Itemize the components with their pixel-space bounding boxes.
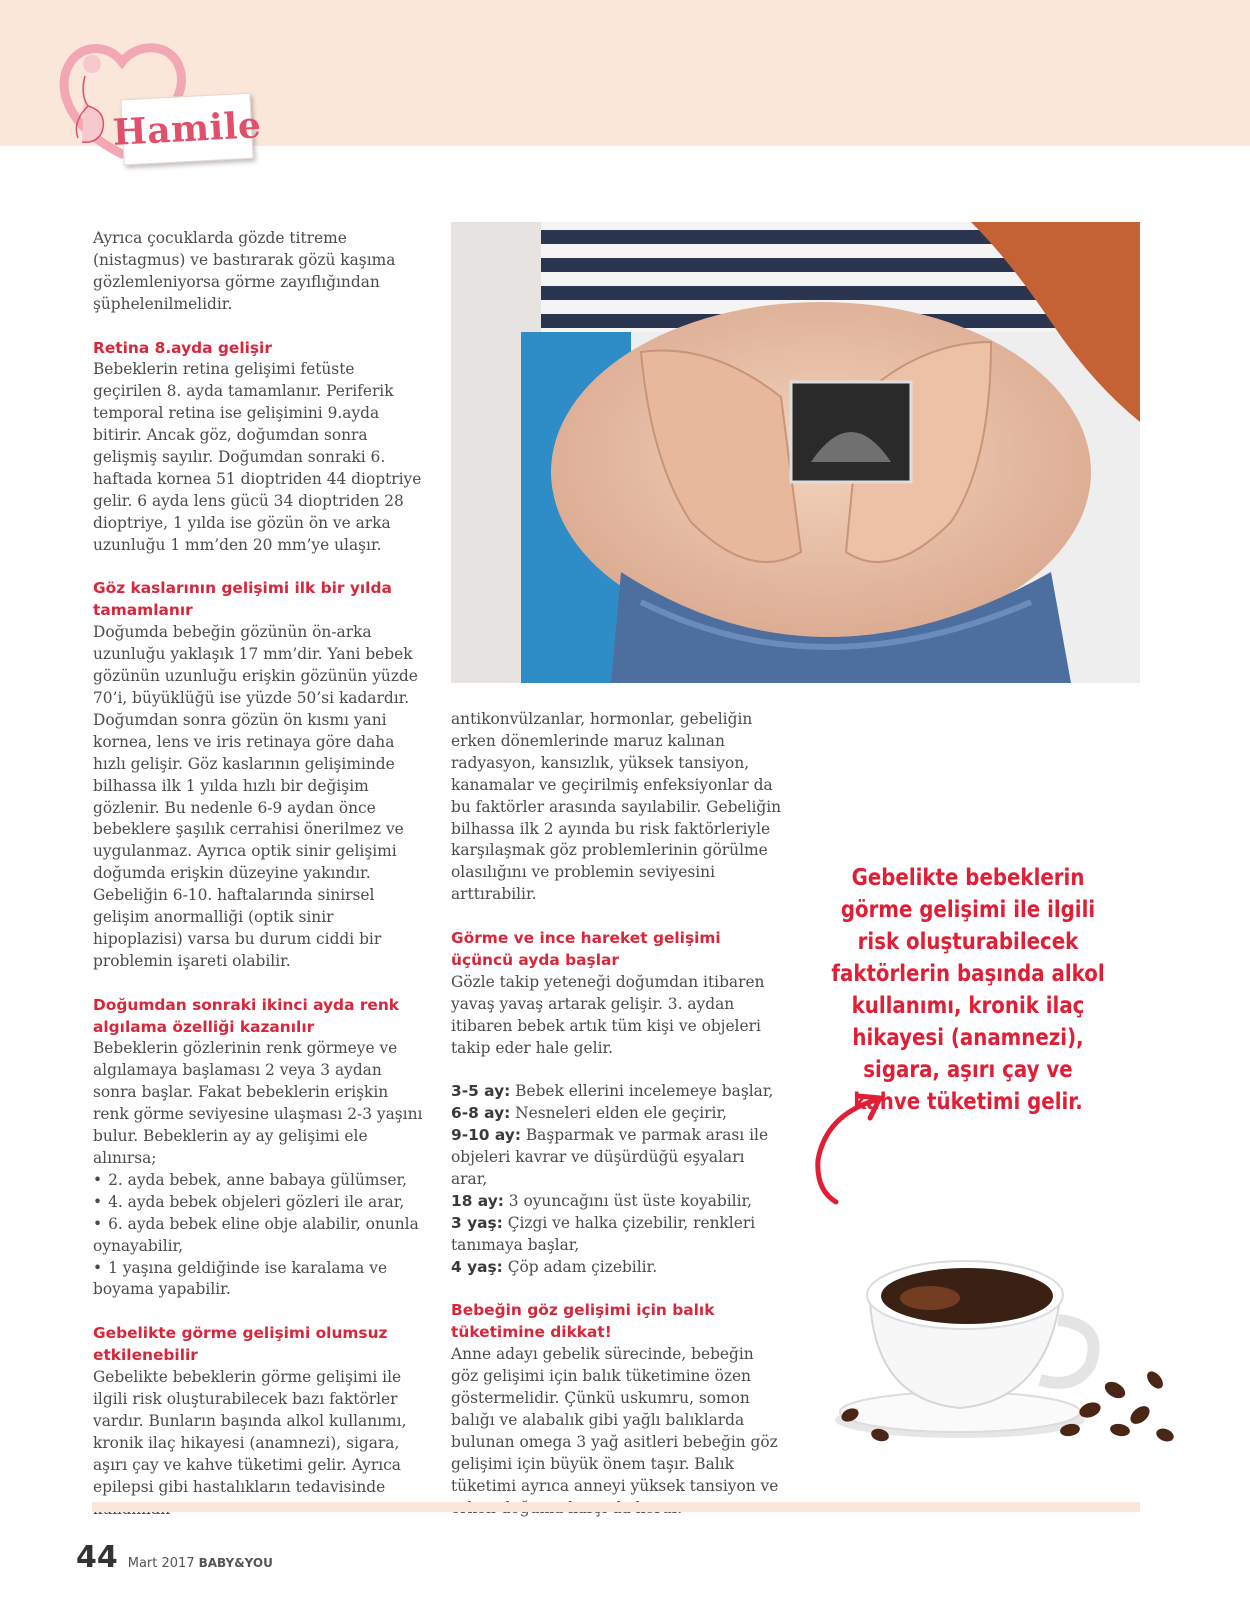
section-pregnancy-risks xyxy=(93,1323,428,1520)
milestone-item: 6-8 ay: Nesneleri elden ele geçirir, xyxy=(451,1104,728,1123)
list-item: • 4. ayda bebek objeleri gözleri ile arar, xyxy=(93,1192,428,1214)
pregnant-belly-photo xyxy=(451,222,1140,683)
milestone-item: 9-10 ay: Başparmak ve parmak arası ile objeleri kavrar ve düşürdüğü eşyaları arar, xyxy=(451,1126,769,1188)
section-title: Bebeğin göz gelişimi için balık tüketimine dikkat! xyxy=(451,1301,715,1342)
section-title: Retina 8.ayda gelişir xyxy=(93,338,272,357)
section-title: Gebelikte görme gelişimi olumsuz etkilenebilir xyxy=(93,1324,388,1365)
section-title: Görme ve ince hareket gelişimi üçüncü ayda başlar xyxy=(451,929,721,969)
section-label-card xyxy=(111,93,263,166)
pull-quote: Gebelikte bebeklerin görme gelişimi ile ilgili risk oluşturabilecek faktörlerin başında alkol kullanımı, kronik ilaç hikayesi (anamnezi), sigara, aşırı çay ve kahve tüketimi gelir. xyxy=(831,865,1105,1115)
issue-date: Mart 2017 xyxy=(127,1556,195,1571)
section-title: Doğumdan sonraki ikinci ayda renk algılama özelliği kazanılır xyxy=(93,995,400,1036)
section-eye-muscles xyxy=(93,578,428,972)
section-label: Hamile xyxy=(111,104,263,154)
section-body: Doğumda bebeğin gözünün ön-arka uzunluğu yaklaşık 17 mm’dir. Yani bebek gözünün uzunluğu erişkin gözünün yüzde 70’i, büyüklüğü ise yüzde 50’si kadardır. Doğumdan sonra gözün ön kısmı yani kornea, lens ve iris retinaya göre daha hızlı gelişir. Göz kaslarının gelişiminde bilhassa ilk 1 yılda hızlı bir değişim gözlenir. Bu nedenle 6-9 aydan önce bebeklere şaşılık cerrahisi önerilmez ve uygulanmaz. Ayrıca optik sinir gelişimi doğumda erişkin düzeyine yakındır. Gebeliğin 6-10. haftalarında sinirsel gelişim anormalliği (optik sinir hipoplazisi) varsa bu durum ciddi bir problemin işareti olabilir. xyxy=(93,623,418,970)
section-body: Gözle takip yeteneği doğumdan itibaren yavaş yavaş artarak gelişir. 3. aydan itibaren bebek artık tüm kişi ve objeleri takip eder hale gelir. xyxy=(451,972,765,1057)
continued-paragraph: antikonvülzanlar, hormonlar, gebeliğin erken dönemlerinde maruz kalınan radyasyon, kansızlık, yüksek tansiyon, kanamalar ve geçirilmiş enfeksiyonlar da bu faktörler arasında sayılabilir. Gebeliğin bilhassa ilk 2 ayında bu risk faktörleriyle karşılaşmak göz problemlerinin görülme olasılığını ve problemin seviyesini arttırabilir. xyxy=(451,710,782,904)
page-number: 44 xyxy=(76,1540,118,1575)
section-body: Bebeklerin retina gelişimi fetüste geçirilen 8. ayda tamamlanır. Periferik temporal retina ise gelişimini 9.ayda bitirir. Ancak göz, doğumdan sonra gelişmiş sayılır. Doğumdan sonraki 6. haftada kornea 51 dioptriden 44 dioptriye gelir. 6 ayda lens gücü 34 dioptriden 28 dioptriye, 1 yılda ise gözün ön ve arka uzunluğu 1 mm’den 20 mm’ye ulaşır. xyxy=(93,360,422,554)
section-vision-motor xyxy=(451,928,784,1059)
curved-arrow-icon xyxy=(806,1090,896,1210)
milestone-item: 3 yaş: Çizgi ve halka çizebilir, renkleri tanımaya başlar, xyxy=(451,1213,756,1254)
coffee-cup-photo xyxy=(820,1240,1180,1450)
magazine-brand: BABY&YOU xyxy=(198,1556,273,1570)
section-body: Bebeklerin gözlerinin renk görmeye ve algılamaya başlaması 2 veya 3 aydan sonra başlar. Fakat bebeklerin erişkin renk görme seviyesine ulaşması 2-3 yaşını bulur. Bebeklerin ay ay gelişimi ele alınırsa; xyxy=(93,1039,423,1168)
milestone-item: 18 ay: 3 oyuncağını üst üste koyabilir, xyxy=(451,1191,753,1210)
text-column-2 xyxy=(451,709,784,1541)
section-color-perception xyxy=(93,995,428,1302)
section-body: Anne adayı gebelik sürecinde, bebeğin göz gelişimi için balık tüketimine özen göstermelidir. Çünkü uskumru, somon balığı ve alabalık gibi yağlı balıklarda bulunan omega 3 yağ asitleri bebeğin göz gelişimi için büyük önem taşır. Balık tüketimi ayrıca anneyi yüksek tansiyon ve xyxy=(451,1345,779,1495)
list-item: • 6. ayda bebek eline obje alabilir, onunla oynayabilir, xyxy=(93,1214,428,1258)
development-list xyxy=(93,1170,428,1301)
footer-rule xyxy=(92,1502,1140,1512)
list-item: • 2. ayda bebek, anne babaya gülümser, xyxy=(93,1170,428,1192)
milestone-item: 3-5 ay: Bebek ellerini incelemeye başlar, xyxy=(451,1082,774,1101)
milestones-list xyxy=(451,1081,784,1278)
milestone-item: 4 yaş: Çöp adam çizebilir. xyxy=(451,1257,658,1276)
section-body: Gebelikte bebeklerin görme gelişimi ile ilgili risk oluşturabilecek bazı faktörler vardır. Bunların başında alkol kullanımı, kronik ilaç hikayesi (anamnezi), sigara, aşırı çay ve kahve tüketimi gelir. Ayrıca epilepsi gibi hastalıkların tedavisinde xyxy=(93,1368,407,1496)
text-column-1 xyxy=(93,228,428,1542)
section-title: Göz kaslarının gelişimi ilk bir yılda tamamlanır xyxy=(93,579,392,620)
intro-paragraph: Ayrıca çocuklarda gözde titreme (nistagmus) ve bastırarak gözü kaşıma gözlemleniyorsa görme zayıflığından şüphelenilmelidir. xyxy=(93,229,396,313)
section-retina xyxy=(93,338,428,557)
page-folio xyxy=(76,1540,273,1575)
section-fish xyxy=(451,1300,784,1519)
list-item: • 1 yaşına geldiğinde ise karalama ve boyama yapabilir. xyxy=(93,1258,428,1302)
